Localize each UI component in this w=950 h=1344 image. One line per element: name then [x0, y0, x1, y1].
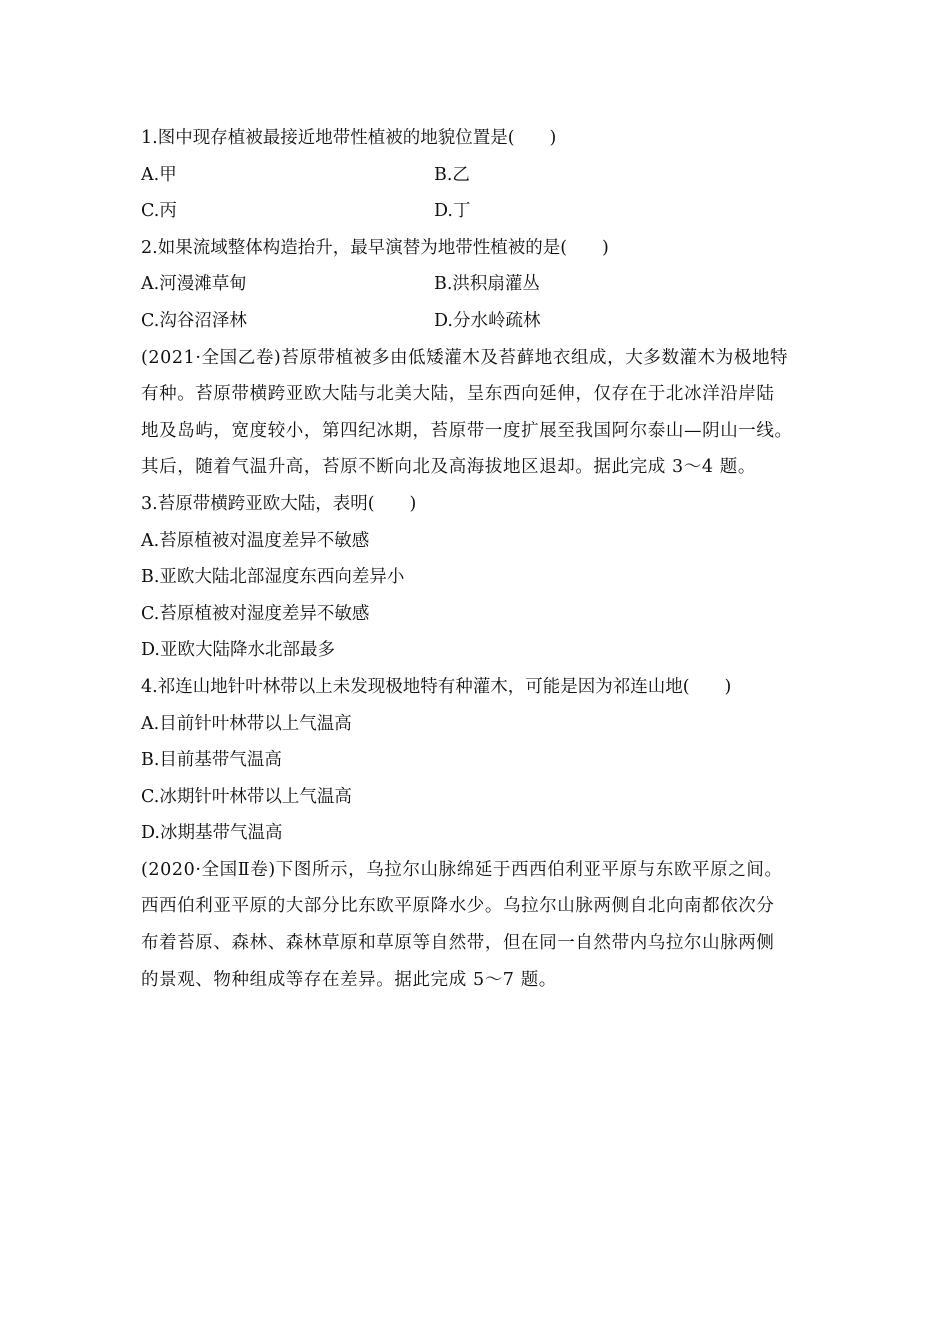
- question-4-option-c: C.冰期针叶林带以上气温高: [141, 786, 352, 807]
- question-1-option-b: B.乙: [434, 164, 470, 185]
- question-3-option-b: B.亚欧大陆北部湿度东西向差异小: [141, 567, 405, 588]
- passage-2020-line-2: 西西伯利亚平原的大部分比东欧平原降水少。乌拉尔山脉两侧自北向南都依次分: [141, 896, 775, 917]
- document-page: [141, 120, 831, 998]
- passage-2020-line-1: (2020·全国Ⅱ卷)下图所示，乌拉尔山脉绵延于西西伯利亚平原与东欧平原之间。: [141, 859, 783, 880]
- passage-2020-line-4: 的景观、物种组成等存在差异。据此完成 5～7 题。: [141, 969, 557, 990]
- question-3-stem: 3.苔原带横跨亚欧大陆，表明( ): [141, 493, 417, 514]
- question-2-options-row-1: [141, 266, 831, 303]
- question-4-option-d: D.冰期基带气温高: [141, 823, 283, 844]
- question-3-option-a: A.苔原植被对温度差异不敏感: [141, 530, 370, 551]
- question-2-stem: 2.如果流域整体构造抬升，最早演替为地带性植被的是( ): [141, 237, 609, 258]
- passage-2021-line-1: (2021·全国乙卷)苔原带植被多由低矮灌木及苔藓地衣组成，大多数灌木为极地特: [141, 347, 789, 368]
- passage-2021-line-2: 有种。苔原带横跨亚欧大陆与北美大陆，呈东西向延伸，仅存在于北冰洋沿岸陆: [141, 384, 775, 405]
- question-1-options-row-1: [141, 157, 831, 194]
- passage-2020-line-3: 布着苔原、森林、森林草原和草原等自然带，但在同一自然带内乌拉尔山脉两侧: [141, 933, 775, 954]
- question-2-option-b: B.洪积扇灌丛: [434, 274, 540, 295]
- question-3-option-c: C.苔原植被对湿度差异不敏感: [141, 603, 370, 624]
- question-1-option-d: D.丁: [434, 201, 471, 222]
- question-1-stem: 1.图中现存植被最接近地带性植被的地貌位置是( ): [141, 128, 557, 148]
- question-2-options-row-2: [141, 303, 831, 340]
- question-2-option-d: D.分水岭疏林: [434, 310, 541, 331]
- question-1-option-a: A.甲: [141, 164, 177, 185]
- question-1-option-c: C.丙: [141, 201, 177, 222]
- question-2-option-a: A.河漫滩草甸: [141, 274, 247, 295]
- passage-2021-line-4: 其后，随着气温升高，苔原不断向北及高海拔地区退却。据此完成 3～4 题。: [141, 457, 756, 478]
- passage-2021-line-3: 地及岛屿，宽度较小，第四纪冰期，苔原带一度扩展至我国阿尔泰山—阴山一线。: [141, 420, 793, 441]
- question-4-option-a: A.目前针叶林带以上气温高: [141, 713, 352, 734]
- question-4-option-b: B.目前基带气温高: [141, 750, 282, 771]
- question-2-option-c: C.沟谷沼泽林: [141, 310, 247, 331]
- question-1-options-row-2: [141, 193, 831, 230]
- question-4-stem: 4.祁连山地针叶林带以上未发现极地特有种灌木，可能是因为祁连山地( ): [141, 676, 732, 697]
- question-3-option-d: D.亚欧大陆降水北部最多: [141, 640, 335, 661]
